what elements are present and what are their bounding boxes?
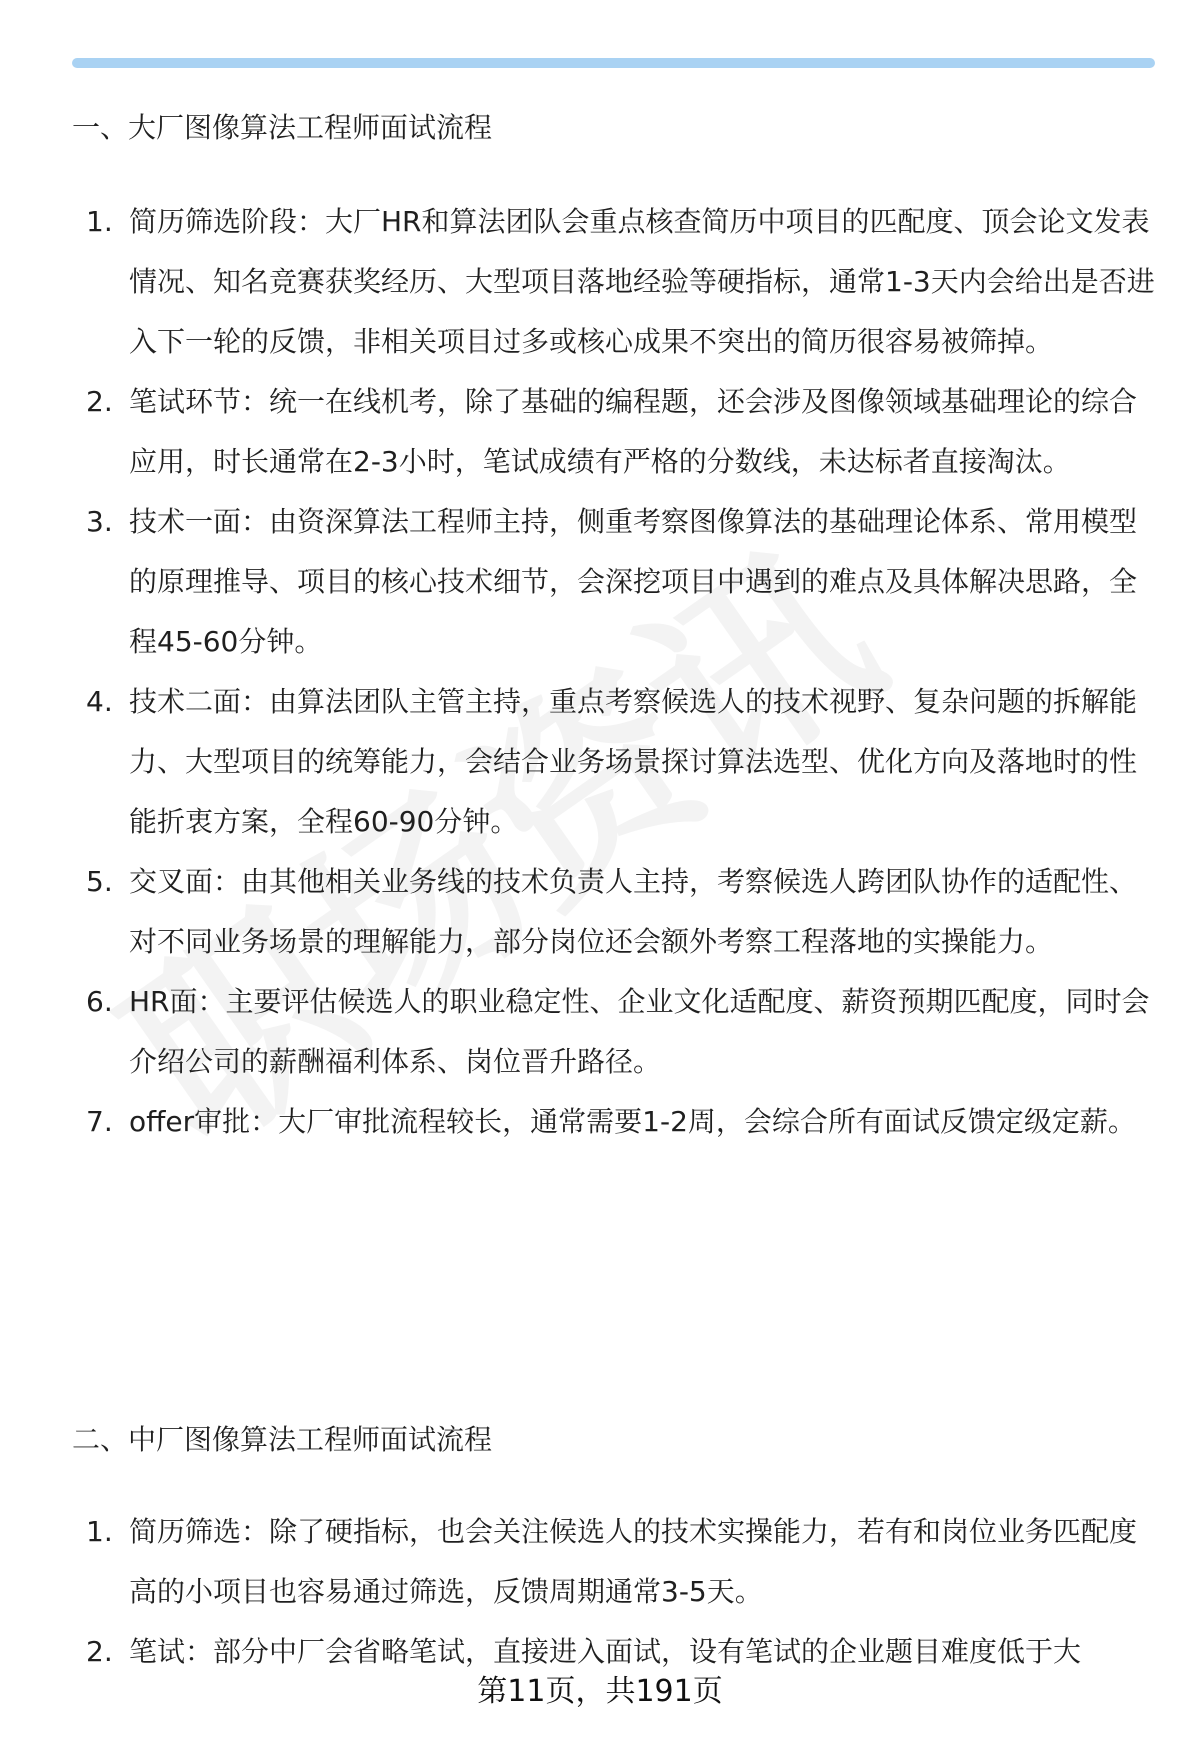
list-item bbox=[72, 852, 1162, 972]
item-number: 4. bbox=[86, 685, 113, 718]
item-number: 1. bbox=[86, 1515, 113, 1548]
item-number: 2. bbox=[86, 385, 113, 418]
item-number: 6. bbox=[86, 985, 113, 1018]
item-text: 技术一面：由资深算法工程师主持，侧重考察图像算法的基础理论体系、常用模型的原理推导、项目的核心技术细节，会深挖项目中遇到的难点及具体解决思路，全程45-60分钟。 bbox=[129, 505, 1138, 658]
item-number: 1. bbox=[86, 205, 113, 238]
list-item bbox=[72, 672, 1162, 852]
header-accent-bar bbox=[72, 58, 1155, 68]
list-item bbox=[72, 1092, 1162, 1152]
section-2-list bbox=[72, 1502, 1162, 1682]
item-text: 交叉面：由其他相关业务线的技术负责人主持，考察候选人跨团队协作的适配性、对不同业务场景的理解能力，部分岗位还会额外考察工程落地的实操能力。 bbox=[129, 865, 1138, 958]
section-title-2: 二、中厂图像算法工程师面试流程 bbox=[72, 1423, 493, 1456]
item-text: 技术二面：由算法团队主管主持，重点考察候选人的技术视野、复杂问题的拆解能力、大型项目的统筹能力，会结合业务场景探讨算法选型、优化方向及落地时的性能折衷方案，全程60-90分钟。 bbox=[129, 685, 1138, 838]
item-text: 简历筛选阶段：大厂HR和算法团队会重点核查简历中项目的匹配度、顶会论文发表情况、知名竞赛获奖经历、大型项目落地经验等硬指标，通常1-3天内会给出是否进入下一轮的反馈，非相关项目过多或核心成果不突出的简历很容易被筛掉。 bbox=[129, 205, 1155, 358]
section-1-list bbox=[72, 192, 1162, 1152]
item-number: 2. bbox=[86, 1635, 113, 1668]
list-item bbox=[72, 192, 1162, 372]
section-title-1: 一、大厂图像算法工程师面试流程 bbox=[72, 111, 493, 144]
item-text: 笔试环节：统一在线机考，除了基础的编程题，还会涉及图像领域基础理论的综合应用，时长通常在2-3小时，笔试成绩有严格的分数线，未达标者直接淘汰。 bbox=[129, 385, 1138, 478]
item-text: offer审批：大厂审批流程较长，通常需要1-2周，会综合所有面试反馈定级定薪。 bbox=[129, 1105, 1136, 1138]
item-number: 3. bbox=[86, 505, 113, 538]
list-item bbox=[72, 1502, 1162, 1622]
item-text: 笔试：部分中厂会省略笔试，直接进入面试，设有笔试的企业题目难度低于大 bbox=[129, 1635, 1082, 1668]
page-number: 第11页，共191页 bbox=[477, 1674, 723, 1709]
list-item bbox=[72, 972, 1162, 1092]
item-text: HR面：主要评估候选人的职业稳定性、企业文化适配度、薪资预期匹配度，同时会介绍公司的薪酬福利体系、岗位晋升路径。 bbox=[129, 985, 1150, 1078]
list-item bbox=[72, 492, 1162, 672]
list-item bbox=[72, 372, 1162, 492]
item-number: 7. bbox=[86, 1105, 113, 1138]
item-text: 简历筛选：除了硬指标，也会关注候选人的技术实操能力，若有和岗位业务匹配度高的小项目也容易通过筛选，反馈周期通常3-5天。 bbox=[129, 1515, 1138, 1608]
item-number: 5. bbox=[86, 865, 113, 898]
